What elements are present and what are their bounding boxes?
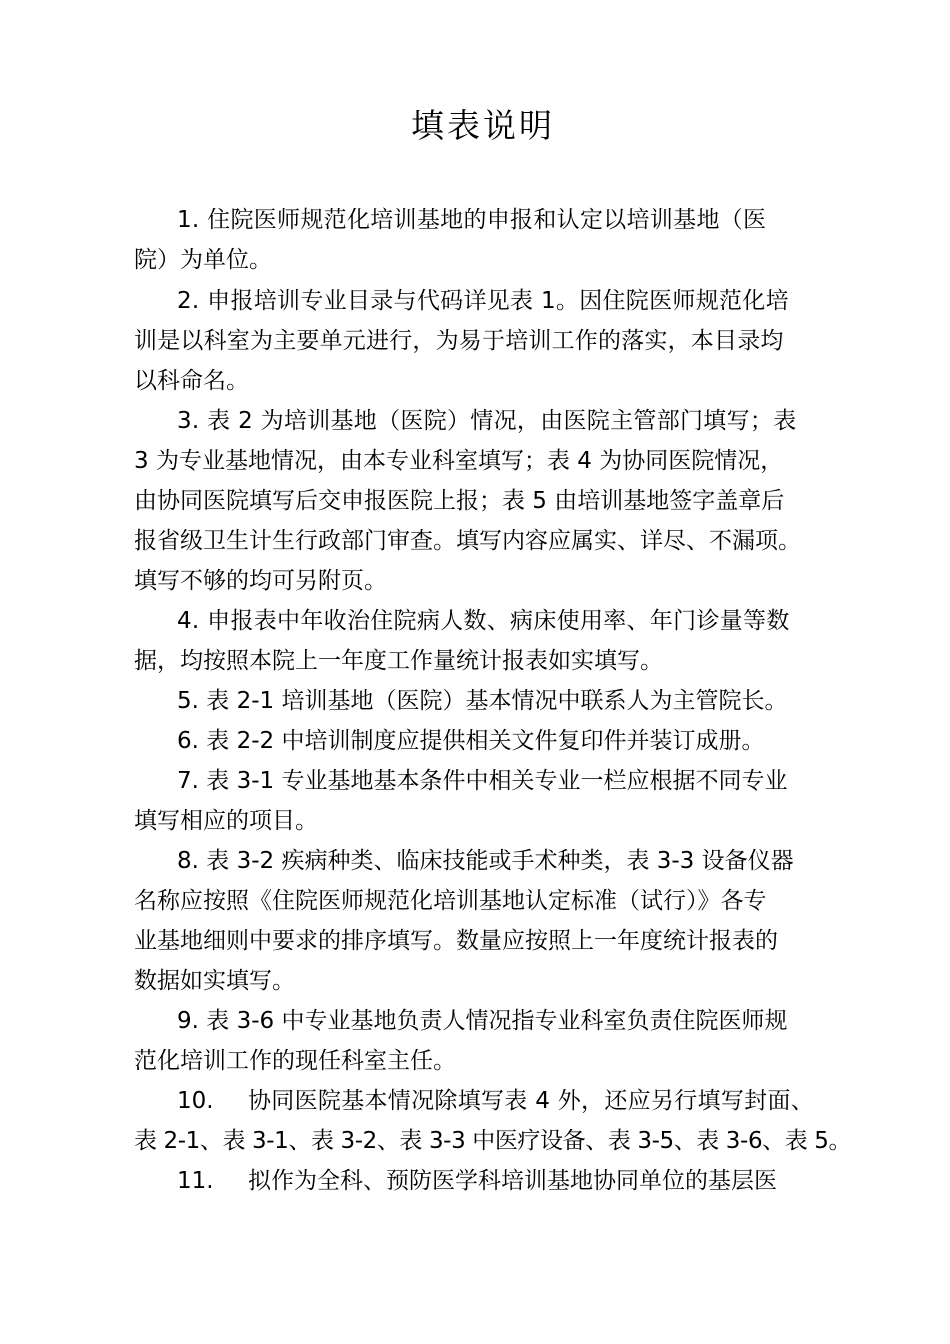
paragraph-line: 业基地细则中要求的排序填写。数量应按照上一年度统计报表的	[134, 928, 778, 954]
paragraph-line: 2. 申报培训专业目录与代码详见表 1。因住院医师规范化培	[177, 288, 789, 314]
paragraph-line: 6. 表 2-2 中培训制度应提供相关文件复印件并装订成册。	[177, 728, 765, 754]
paragraph-line: 5. 表 2-1 培训基地（医院）基本情况中联系人为主管院长。	[177, 688, 788, 714]
paragraph-line: 名称应按照《住院医师规范化培训基地认定标准（试行）》各专	[134, 888, 767, 914]
paragraph-line: 由协同医院填写后交申报医院上报；表 5 由培训基地签字盖章后	[134, 488, 785, 514]
paragraph-line: 表 2-1、表 3-1、表 3-2、表 3-3 中医疗设备、表 3-5、表 3-6、表 5。	[134, 1128, 852, 1154]
paragraph-line: 报省级卫生计生行政部门审查。填写内容应属实、详尽、不漏项。	[134, 528, 801, 554]
paragraph-line: 4. 申报表中年收治住院病人数、病床使用率、年门诊量等数	[177, 608, 790, 634]
paragraph-line: 3 为专业基地情况，由本专业科室填写；表 4 为协同医院情况，	[134, 448, 784, 474]
paragraph-line: 1. 住院医师规范化培训基地的申报和认定以培训基地（医	[177, 207, 767, 233]
paragraph-line: 据，均按照本院上一年度工作量统计报表如实填写。	[134, 648, 663, 674]
paragraph-line: 数据如实填写。	[134, 968, 295, 994]
paragraph-line: 填写不够的均可另附页。	[134, 568, 387, 594]
paragraph-line: 填写相应的项目。	[134, 808, 318, 834]
paragraph-line: 范化培训工作的现任科室主任。	[134, 1048, 456, 1074]
paragraph-line: 拟作为全科、预防医学科培训基地协同单位的基层医	[248, 1168, 777, 1194]
page-title: 填表说明	[411, 106, 555, 145]
paragraph-line: 院）为单位。	[134, 247, 272, 273]
paragraph-line: 9. 表 3-6 中专业基地负责人情况指专业科室负责住院医师规	[177, 1008, 788, 1034]
paragraph-line: 协同医院基本情况除填写表 4 外，还应另行填写封面、	[248, 1088, 815, 1114]
list-number: 10.	[177, 1088, 214, 1114]
paragraph-line: 训是以科室为主要单元进行，为易于培训工作的落实，本目录均	[134, 328, 784, 354]
paragraph-line: 7. 表 3-1 专业基地基本条件中相关专业一栏应根据不同专业	[177, 768, 788, 794]
paragraph-line: 8. 表 3-2 疾病种类、临床技能或手术种类，表 3-3 设备仪器	[177, 848, 794, 874]
paragraph-line: 以科命名。	[134, 368, 249, 394]
paragraph-line: 3. 表 2 为培训基地（医院）情况，由医院主管部门填写；表	[177, 408, 797, 434]
list-number: 11.	[177, 1168, 214, 1194]
